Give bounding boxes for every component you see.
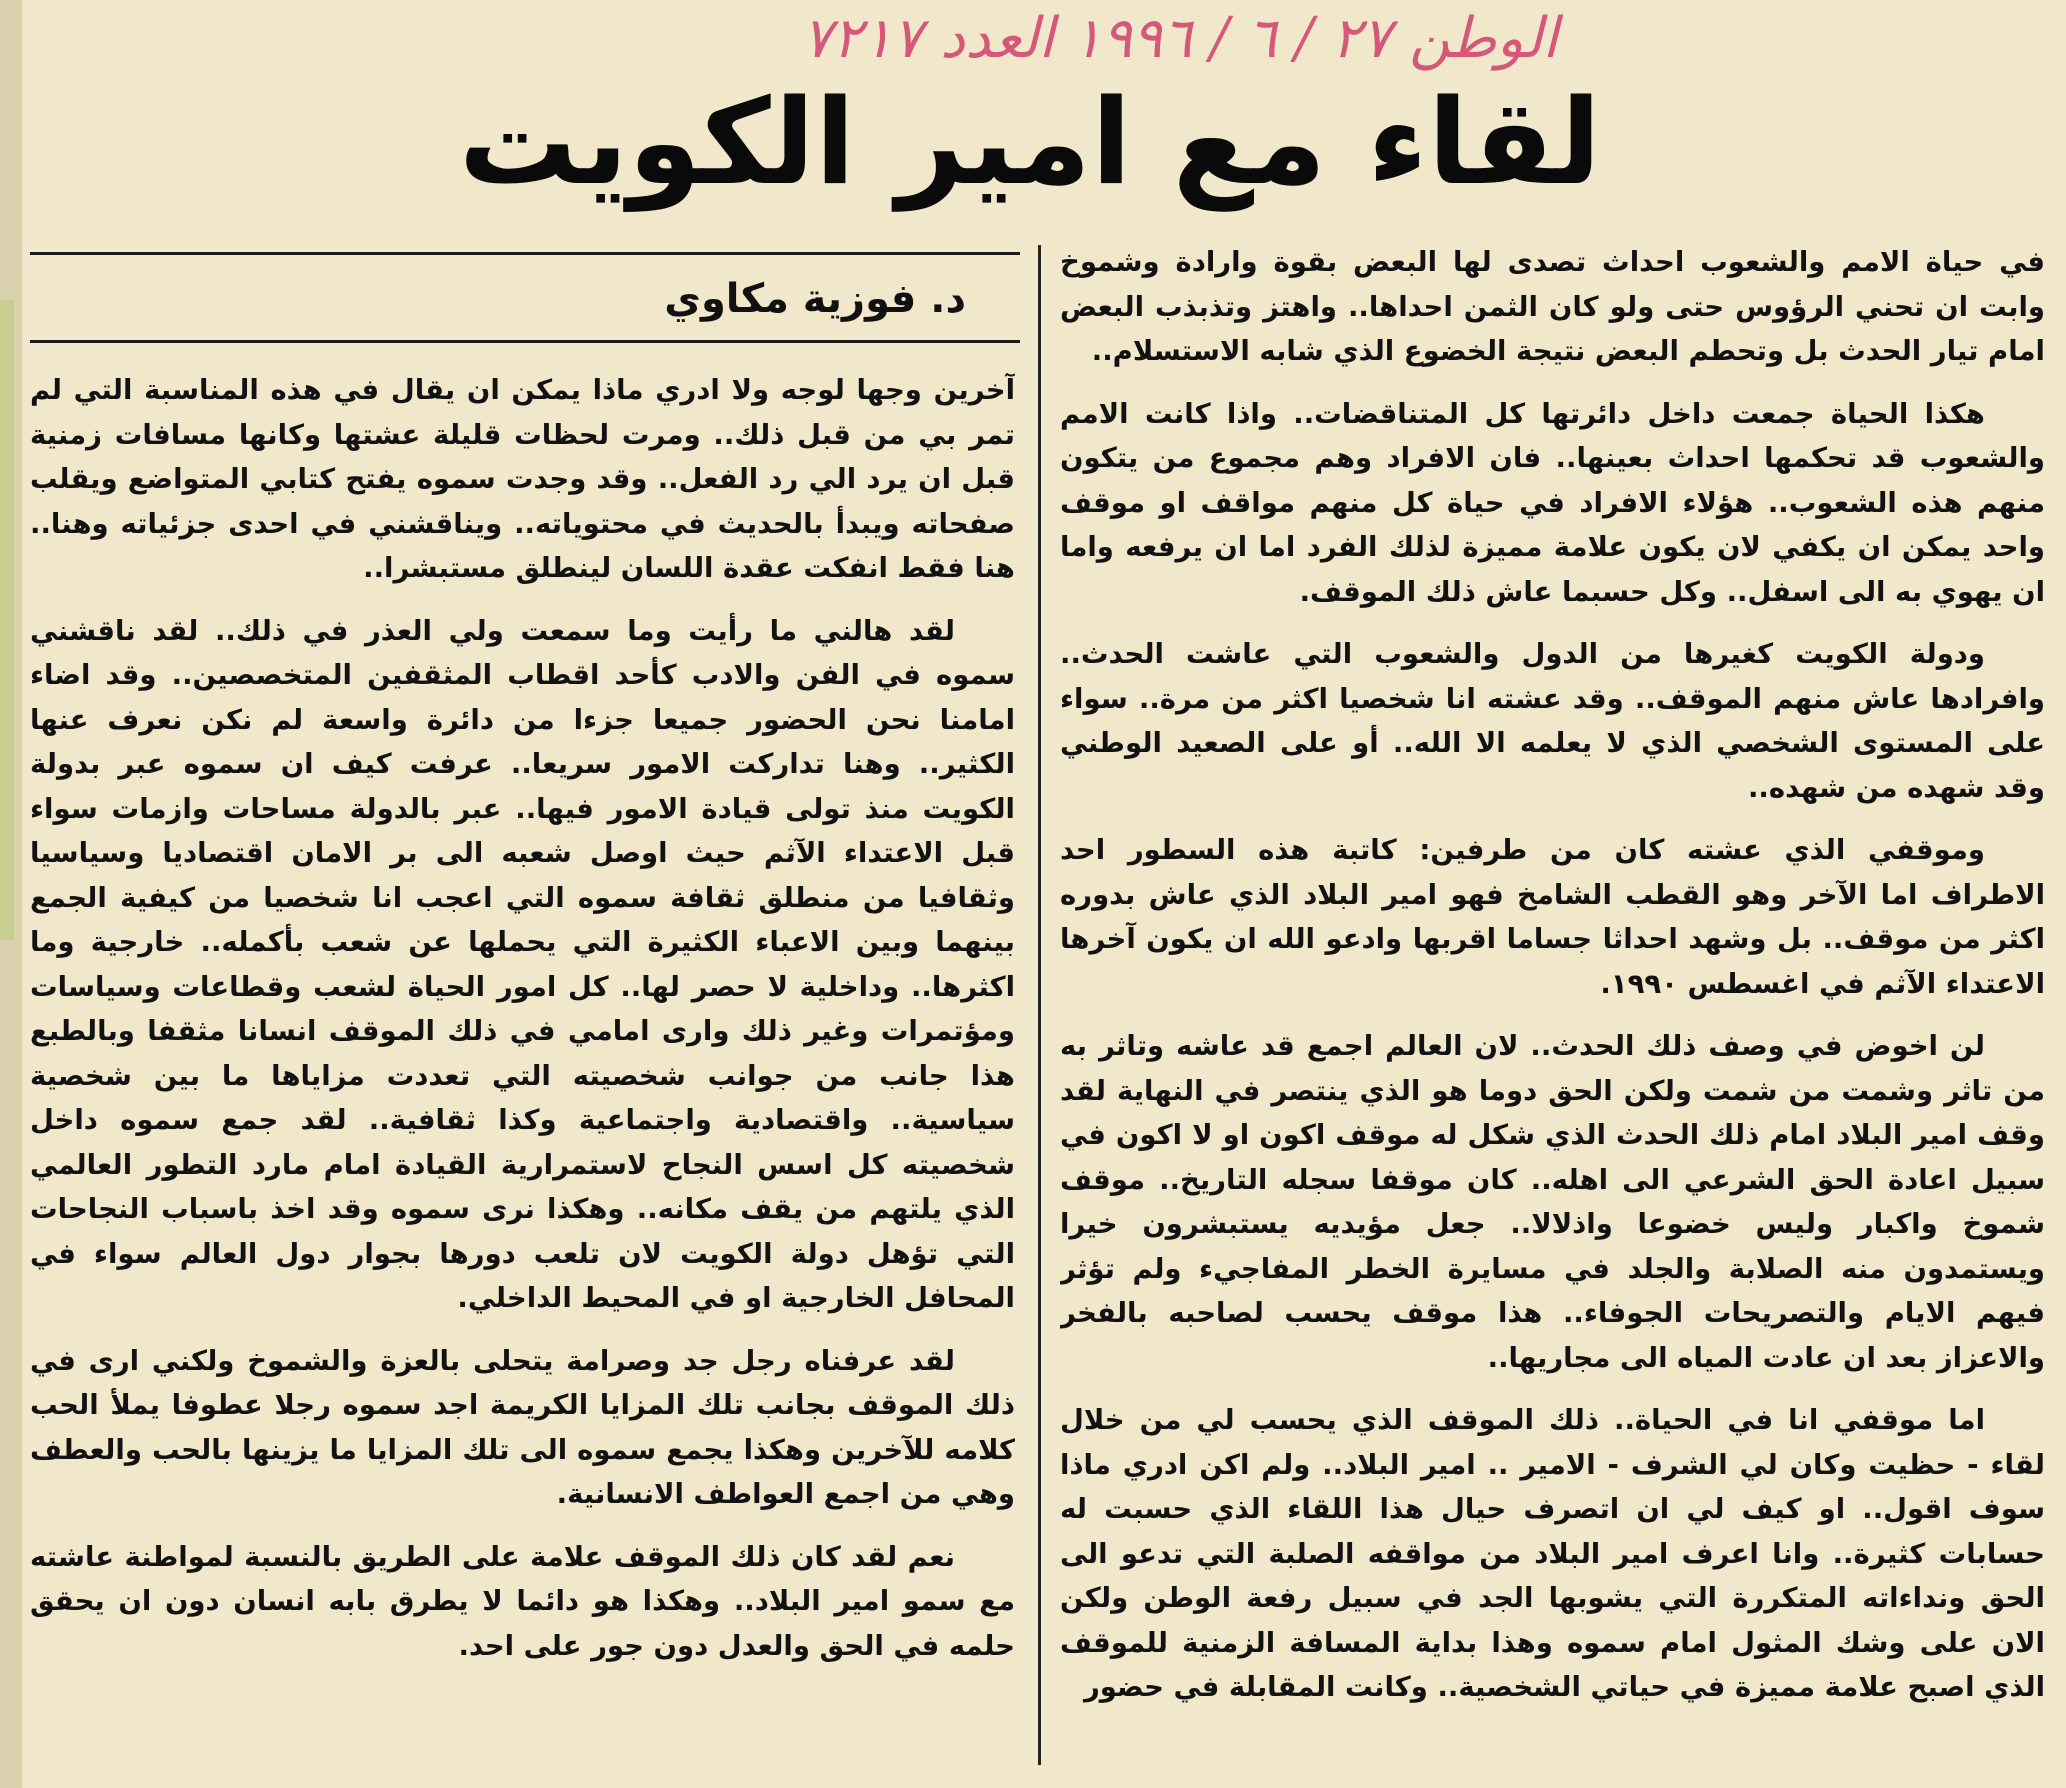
article-column-left bbox=[30, 368, 1015, 1780]
paragraph: نعم لقد كان ذلك الموقف علامة على الطريق بالنسبة لمواطنة عاشته مع سمو امير البلاد.. وهكذا هو دائما لا يطرق بابه انسان دون ان يحقق حلمه في الحق والعدل دون جور على احد. bbox=[30, 1540, 1015, 1662]
scan-edge-stain bbox=[0, 300, 14, 940]
article-column-right bbox=[1060, 240, 2045, 1780]
paragraph: ودولة الكويت كغيرها من الدول والشعوب التي عاشت الحدث.. وافرادها عاش منهم الموقف.. وقد عشته انا شخصيا اكثر من مرة.. سواء على المستوى الشخصي الذي لا يعلمه الا الله.. أو على الصعيد الوطني وقد شهده من شهده.. bbox=[1060, 638, 2045, 804]
byline-rule-bottom bbox=[30, 340, 1020, 343]
paragraph: وموقفي الذي عشته كان من طرفين: كاتبة هذه السطور احد الاطراف اما الآخر وهو القطب الشامخ فهو امير البلاد الذي عاش بدوره اكثر من موقف.. بل وشهد احداثا جساما اقربها وادعو الله ان يكون آخرها الاعتداء الآثم في اغسطس ١٩٩٠. bbox=[1060, 834, 2045, 1000]
paragraph: لن اخوض في وصف ذلك الحدث.. لان العالم اجمع قد عاشه وتاثر به من تاثر وشمت من شمت ولكن الحق دوما هو الذي ينتصر في النهاية لقد وقف امير البلاد امام ذلك الحدث الذي شكل له موقف اكون او لا اكون في سبيل اعادة الحق الشرعي الى اهله.. كان موقفا سجله التاريخ.. موقف شموخ واكبار وليس خضوعا واذلالا.. جعل مؤيديه يستبشرون خيرا ويستمدون منه الصلابة والجلد في مسايرة الخطر المفاجيء ولم تؤثر فيهم الايام والتصريحات الجوفاء.. هذا موقف يحسب لصاحبه بالفخر والاعزاز بعد ان عادت المياه الى مجاريها.. bbox=[1060, 1030, 2045, 1374]
paragraph: اما موقفي انا في الحياة.. ذلك الموقف الذي يحسب لي من خلال لقاء - حظيت وكان لي الشرف - الامير .. امير البلاد.. ولم اكن ادري ماذا سوف اقول.. او كيف لي ان اتصرف حيال هذا اللقاء الذي حسبت له حسابات كثيرة.. وانا اعرف امير البلاد من مواقفه الصلبة التي تدعو الى الحق ونداءاته المتكررة التي يشوبها الجد في سبيل رفعة الوطن ولكن الان على وشك المثول امام سموه وهذا بداية المسافة الزمنية للموقف الذي اصبح علامة مميزة في حياتي الشخصية.. وكانت المقابلة في حضور bbox=[1060, 1404, 2045, 1703]
author-byline: د. فوزية مكاوي bbox=[664, 276, 966, 322]
column-divider bbox=[1038, 245, 1041, 1765]
paragraph: هكذا الحياة جمعت داخل دائرتها كل المتناقضات.. واذا كانت الامم والشعوب قد تحكمها احداث بعينها.. فان الافراد وهم مجموع من يتكون منهم هذه الشعوب.. هؤلاء الافراد في حياة كل منهم مواقف او موقف واحد يمكن ان يكفي لان يكون علامة مميزة لذلك الفرد اما ان يرفعه واما ان يهوي به الى اسفل.. وكل حسبما عاش ذلك الموقف. bbox=[1060, 397, 2045, 608]
paragraph: لقد عرفناه رجل جد وصرامة يتحلى بالعزة والشموخ ولكني ارى في ذلك الموقف بجانب تلك المزايا الكريمة اجد سموه رجلا عطوفا يملأ الحب كلامه للآخرين وهكذا يجمع سموه الى تلك المزايا ما يزينها بالحب والعطف وهي من اجمع العواطف الانسانية. bbox=[30, 1344, 1015, 1510]
article-headline: لقاء مع امير الكويت bbox=[458, 73, 1602, 211]
paragraph: لقد هالني ما رأيت وما سمعت ولي العذر في ذلك.. لقد ناقشني سموه في الفن والادب كأحد اقطاب المثقفين المتخصصين.. وقد اضاء امامنا نحن الحضور جميعا جزءا من دائرة واسعة لم نكن نعرف عنها الكثير.. وهنا تداركت الامور سريعا.. عرفت كيف ان سموه عبر بدولة الكويت منذ تولى قيادة الامور فيها.. عبر بالدولة مساحات وازمات سواء قبل الاعتداء الآثم حيث اوصل شعبه الى بر الامان اقتصاديا وسياسيا وثقافيا من منطلق ثقافة سموه التي اعجب انا شخصيا من كيفية الجمع بينهما وبين الاعباء الكثيرة التي يحملها عن شعب بأكمله.. خارجية وما اكثرها.. وداخلية لا حصر لها.. كل امور الحياة لشعب وقطاعات وسياسات ومؤتمرات وغير ذلك وارى امامي في ذلك الموقف انسانا مثقفا وبالطبع هذا جانب من جوانب شخصيته التي تعددت مزاياها ما بين شخصية سياسية.. واقتصادية واجتماعية وكذا ثقافية.. لقد جمع سموه داخل شخصيته كل اسس النجاح لاستمرارية القيادة امام مارد التطور العالمي الذي يلتهم من يقف مكانه.. وهكذا نرى سموه وقد اخذ باسباب النجاحات التي تؤهل دولة الكويت لان تلعب دورها بجوار دول العالم سواء في المحافل الخارجية او في المحيط الداخلي. bbox=[30, 614, 1015, 1314]
byline-rule-top bbox=[30, 252, 1020, 255]
paragraph: آخرين وجها لوجه ولا ادري ماذا يمكن ان يقال في هذه المناسبة التي لم تمر بي من قبل ذلك.. ومرت لحظات قليلة عشتها وكانها مسافات زمنية قبل ان يرد الي رد الفعل.. وقد وجدت سموه يفتح كتابي المتواضع ويقلب صفحاته ويبدأ بالحديث في محتوياته.. ويناقشني في احدى جزئياته وهنا.. هنا فقط انفكت عقدة اللسان لينطلق مستبشرا.. bbox=[30, 374, 1015, 584]
handwritten-date-note: الوطن ٢٧ / ٦ / ١٩٩٦ العدد ٧٢١٧ bbox=[802, 6, 1558, 71]
paragraph: في حياة الامم والشعوب احداث تصدى لها البعض بقوة وارادة وشموخ وابت ان تحني الرؤوس حتى ولو كان الثمن احداها.. واهتز وتذبذب البعض امام تيار الحدث بل وتحطم البعض نتيجة الخضوع الذي شابه الاستسلام.. bbox=[1060, 246, 2045, 367]
